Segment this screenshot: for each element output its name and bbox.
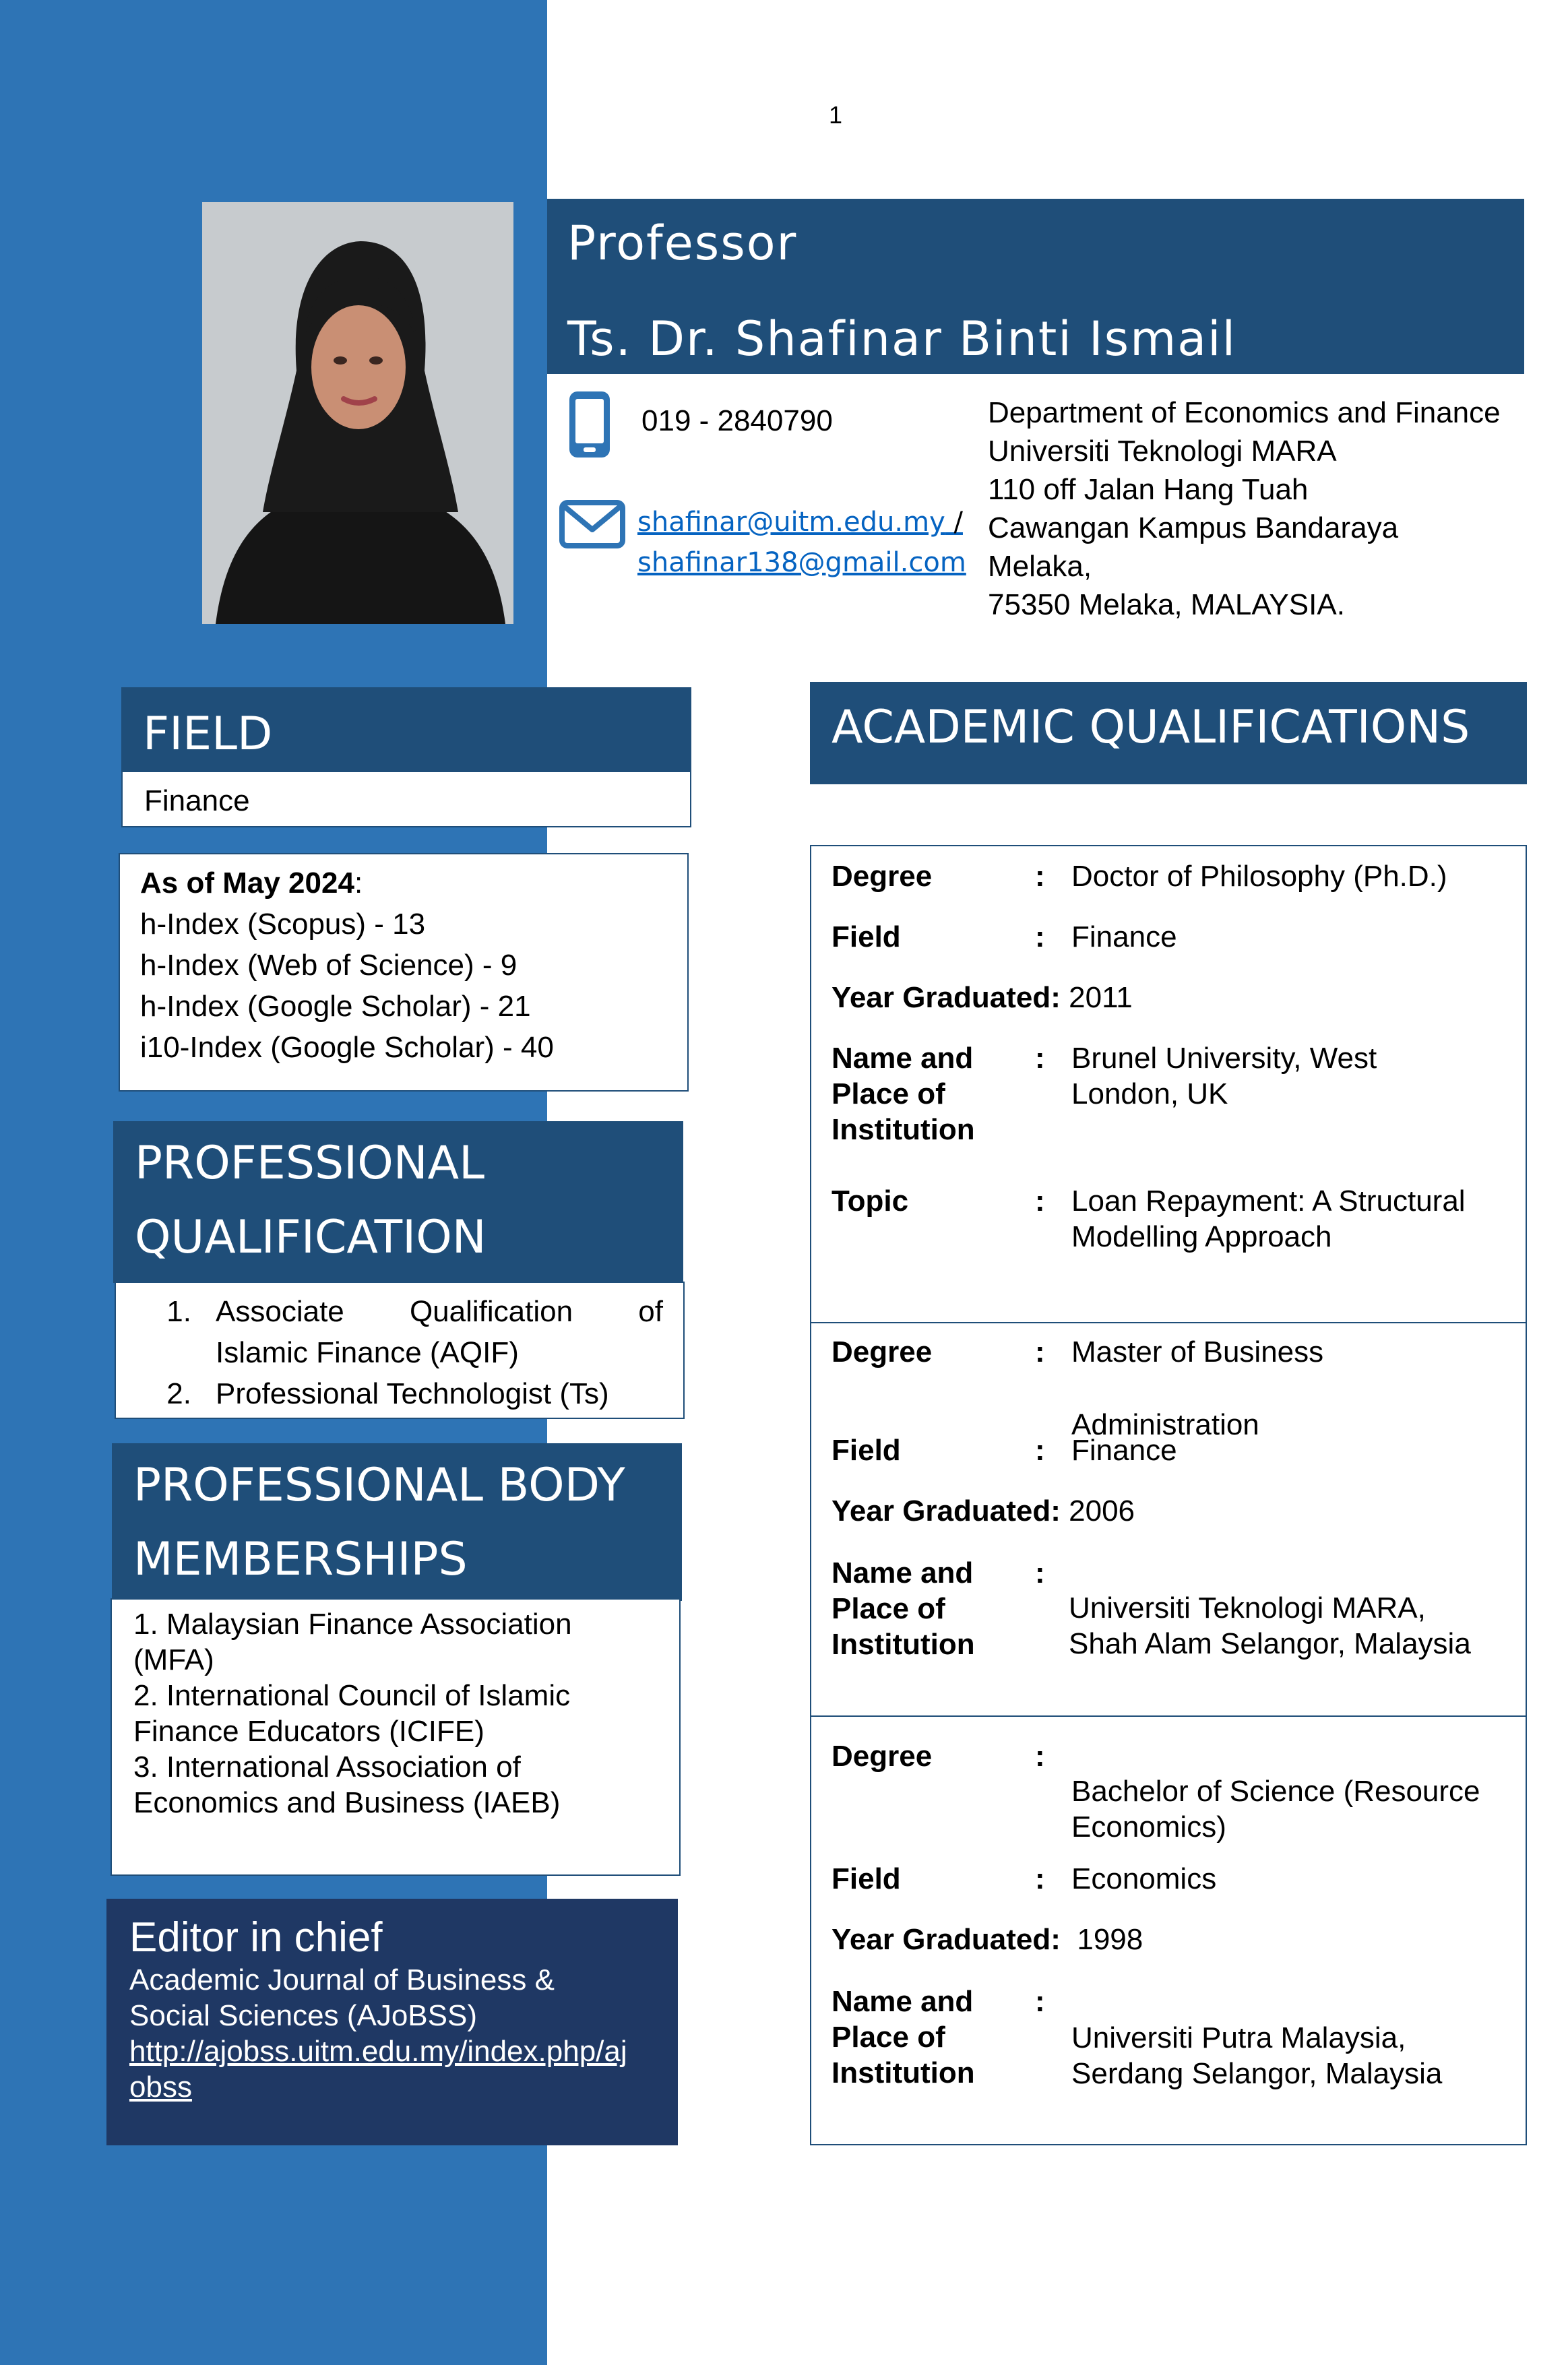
label-colon: : xyxy=(1035,1335,1045,1368)
degree-label: Degree xyxy=(832,1740,933,1773)
institution-label-line: Name and xyxy=(832,1985,974,2018)
metric-line: i10-Index (Google Scholar) - 40 xyxy=(140,1031,554,1064)
metric-line: h-Index (Web of Science) - 9 xyxy=(140,949,518,982)
portrait-illustration xyxy=(202,202,513,624)
field-label: Field xyxy=(832,920,901,953)
editor-in-chief-box xyxy=(106,1899,678,2145)
membership-line: (MFA) xyxy=(133,1643,214,1676)
envelope-icon xyxy=(559,500,625,548)
degree-line: Bachelor of Science (Resource xyxy=(1071,1775,1480,1808)
journal-name-line: Social Sciences (AJoBSS) xyxy=(129,1999,477,2032)
phone-number: 019 - 2840790 xyxy=(641,404,833,437)
memberships-header-line: MEMBERSHIPS xyxy=(133,1533,468,1586)
topic-line: Modelling Approach xyxy=(1071,1220,1332,1253)
field-value: Economics xyxy=(1071,1862,1217,1895)
professional-qualification-list xyxy=(115,1282,685,1419)
field-section-header: FIELD xyxy=(121,687,691,772)
institution-label-line: Institution xyxy=(832,2056,975,2089)
membership-line: Finance Educators (ICIFE) xyxy=(133,1715,484,1748)
institution-line: Universiti Putra Malaysia, xyxy=(1071,2021,1406,2054)
year-graduated xyxy=(832,1493,1135,1529)
label-colon: : xyxy=(1035,1042,1045,1075)
year-label: Year Graduated: xyxy=(832,1923,1061,1956)
year-value: 2011 xyxy=(1069,981,1133,1014)
editor-title: Editor in chief xyxy=(129,1914,383,1961)
email-separator: / xyxy=(953,507,963,538)
topic-value xyxy=(1071,1183,1516,1255)
profile-photo xyxy=(202,202,513,624)
email-line xyxy=(637,507,963,538)
label-colon: : xyxy=(1035,1985,1045,2018)
list-text: Professional Technologist (Ts) xyxy=(216,1377,609,1410)
metrics-as-of xyxy=(140,862,667,904)
journal-url-link[interactable] xyxy=(129,2033,655,2105)
page-number: 1 xyxy=(828,101,843,129)
membership-line: 2. International Council of Islamic xyxy=(133,1679,571,1712)
journal-url-line[interactable]: obss xyxy=(129,2071,192,2104)
email-primary-link[interactable]: shafinar@uitm.edu.my xyxy=(637,507,945,538)
degree-value-continuation: Administration xyxy=(1071,1408,1259,1441)
field-value: Finance xyxy=(1071,1434,1177,1467)
journal-name xyxy=(129,1962,655,2033)
pq-header-line: PROFESSIONAL xyxy=(135,1137,485,1190)
label-colon: : xyxy=(1035,920,1045,953)
address-line: 110 off Jalan Hang Tuah xyxy=(988,473,1309,506)
institution-line: London, UK xyxy=(1071,1077,1228,1110)
field-value: Finance xyxy=(121,771,691,827)
metrics-as-of-colon: : xyxy=(354,866,363,900)
journal-url-line[interactable]: http://ajobss.uitm.edu.my/index.php/aj xyxy=(129,2035,627,2068)
mobile-phone-icon xyxy=(566,389,613,460)
memberships-header-line: PROFESSIONAL BODY xyxy=(133,1459,625,1512)
academic-qualifications-box xyxy=(810,845,1527,2145)
institution-label-line: Place of xyxy=(832,1077,945,1110)
institution-line: Serdang Selangor, Malaysia xyxy=(1071,2057,1443,2090)
citation-metrics-box xyxy=(119,853,689,1092)
list-item-continuation xyxy=(116,1332,663,1373)
institution-line: Brunel University, West xyxy=(1071,1042,1377,1075)
institution-value xyxy=(1069,1590,1513,1662)
metric-line: h-Index (Scopus) - 13 xyxy=(140,908,426,941)
institution-value xyxy=(1071,2020,1516,2091)
institution-label-line: Place of xyxy=(832,2021,945,2054)
list-text: Associate Qualification of xyxy=(216,1295,663,1328)
institution-label-line: Name and xyxy=(832,1556,974,1589)
institution-value xyxy=(1071,1040,1516,1112)
year-graduated xyxy=(832,980,1133,1015)
year-label: Year Graduated: xyxy=(832,1494,1061,1527)
list-number: 1. xyxy=(166,1295,191,1328)
address-line: 75350 Melaka, MALAYSIA. xyxy=(988,588,1345,621)
year-label: Year Graduated: xyxy=(832,981,1061,1014)
address-line: Department of Economics and Finance xyxy=(988,396,1501,429)
list-item xyxy=(116,1373,663,1414)
address-line: Universiti Teknologi MARA xyxy=(988,435,1337,468)
metrics-as-of-label: As of May 2024 xyxy=(140,866,354,900)
list-text: Islamic Finance (AQIF) xyxy=(216,1336,519,1369)
year-value: 1998 xyxy=(1077,1923,1143,1956)
address-line: Cawangan Kampus Bandaraya xyxy=(988,511,1399,544)
institution-label-line: Institution xyxy=(832,1113,975,1146)
institution-label-line: Place of xyxy=(832,1592,945,1625)
institution-label-line: Institution xyxy=(832,1628,975,1661)
list-item xyxy=(116,1291,663,1332)
membership-line: Economics and Business (IAEB) xyxy=(133,1786,561,1819)
year-graduated xyxy=(832,1922,1143,1957)
field-value: Finance xyxy=(1071,920,1177,953)
postal-address xyxy=(988,393,1527,624)
membership-line: 1. Malaysian Finance Association xyxy=(133,1608,572,1641)
metric-line: h-Index (Google Scholar) - 21 xyxy=(140,990,531,1023)
degree-label: Degree xyxy=(832,860,933,893)
institution-label-line: Name and xyxy=(832,1042,974,1075)
degree-value: Doctor of Philosophy (Ph.D.) xyxy=(1071,860,1447,893)
degree-value xyxy=(1071,1773,1516,1845)
institution-label xyxy=(832,1040,975,1147)
topic-line: Loan Repayment: A Structural xyxy=(1071,1185,1466,1218)
professional-qualification-header xyxy=(113,1121,683,1283)
institution-line: Shah Alam Selangor, Malaysia xyxy=(1069,1627,1471,1660)
degree-label: Degree xyxy=(832,1335,933,1368)
label-colon: : xyxy=(1035,1556,1045,1589)
institution-label xyxy=(832,1984,975,2091)
field-label: Field xyxy=(832,1862,901,1895)
academic-qualifications-header: ACADEMIC QUALIFICATIONS xyxy=(810,682,1527,784)
person-name: Ts. Dr. Shafinar Binti Ismail xyxy=(567,311,1237,367)
topic-label: Topic xyxy=(832,1185,909,1218)
journal-name-line: Academic Journal of Business & xyxy=(129,1963,555,1996)
institution-line: Universiti Teknologi MARA, xyxy=(1069,1591,1426,1625)
entry-divider xyxy=(811,1715,1526,1717)
memberships-header xyxy=(112,1443,682,1601)
degree-value: Master of Business xyxy=(1071,1335,1324,1368)
degree-line: Economics) xyxy=(1071,1810,1226,1843)
field-label: Field xyxy=(832,1434,901,1467)
email-secondary-link[interactable]: shafinar138@gmail.com xyxy=(637,547,966,578)
membership-line: 3. International Association of xyxy=(133,1751,521,1784)
list-number: 2. xyxy=(166,1377,191,1410)
label-colon: : xyxy=(1035,1862,1045,1895)
label-colon: : xyxy=(1035,860,1045,893)
academic-title: Professor xyxy=(567,216,798,271)
pq-header-line: QUALIFICATION xyxy=(135,1211,487,1264)
label-colon: : xyxy=(1035,1740,1045,1773)
label-colon: : xyxy=(1035,1185,1045,1218)
institution-label xyxy=(832,1555,975,1662)
year-value: 2006 xyxy=(1069,1494,1135,1527)
label-colon: : xyxy=(1035,1434,1045,1467)
entry-divider xyxy=(811,1322,1526,1323)
memberships-list xyxy=(111,1598,681,1876)
address-line: Melaka, xyxy=(988,550,1092,583)
